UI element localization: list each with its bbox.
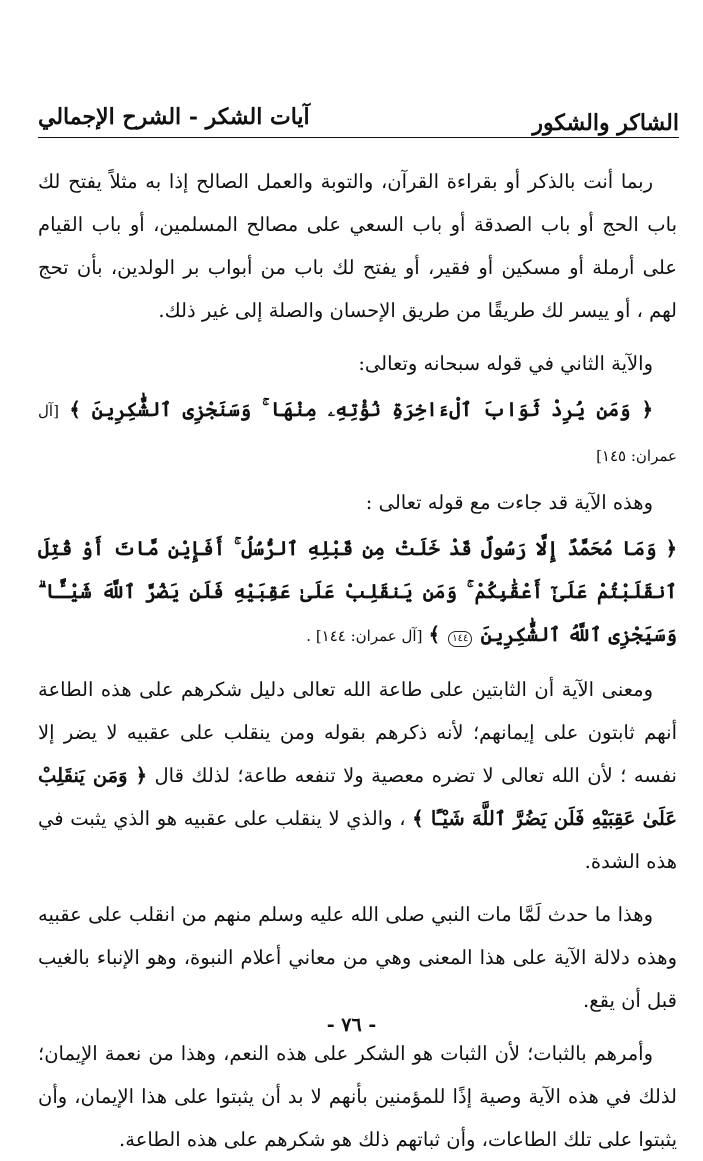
paragraph-5: وهذا ما حدث لَمَّا مات النبي صلى الله عليه وسلم منهم من انقلب على عقبيه وهذه دلالة الآية على هذا المعنى وهي من معاني أعلام النبوة، وهو الإنباء بالغيب قبل أن يقع. <box>38 903 677 1012</box>
paragraph-1: ربما أنت بالذكر أو بقراءة القرآن، والتوبة والعمل الصالح إذا به مثلاً يفتح لك باب الحج أو باب الصدقة أو باب السعي على مصالح المسلمين، أو باب القيام على أرملة أو مسكين أو فقير، أو يفتح لك باب من أبواب بر الولدين، بأن تحج لهم ، أو ييسر لك طريقًا من طريق الإحسان والصلة إلى غير ذلك. <box>38 170 677 322</box>
verse-1 <box>38 388 677 478</box>
ayah-number-marker: ١٤٤ <box>448 631 472 647</box>
page-number: - ٧٦ - <box>326 1014 377 1036</box>
verse-1-text: ﴿ وَمَن يُرِدْ ثَوَابَ ٱلْءَاخِرَةِ نُؤْتِهِۦ مِنْهَا ۚ وَسَنَجْزِى ٱلشَّٰكِرِينَ ﴾ <box>69 398 654 421</box>
paragraph-4-end: ، والذي لا ينقلب على عقبيه هو الذي يثبت في هذه الشدة. <box>38 807 677 873</box>
header-divider <box>38 137 679 138</box>
paragraph-2: والآية الثاني في قوله سبحانه وتعالى: <box>358 352 653 375</box>
paragraph-3: وهذه الآية قد جاءت مع قوله تعالى : <box>365 491 653 514</box>
verse-2-reference: [آل عمران: ١٤٤] . <box>306 627 423 645</box>
section-title: آيات الشكر - الشرح الإجمالي <box>38 104 310 130</box>
paragraph-4-start: ومعنى الآية أن الثابتين على طاعة الله تعالى دليل شكرهم على هذه الطاعة أنهم ثابتون على إيمانهم؛ لأنه ذكرهم بقوله ومن ينقلب على عقبيه لا يضر إلا نفسه ؛ لأن الله تعالى لا تضره معصية ولا تنفعه طاعة؛ لذلك قال <box>38 678 677 787</box>
verse-2-close: ﴾ <box>428 623 441 646</box>
paragraph-4 <box>38 668 677 883</box>
book-title: الشاكر والشكور <box>532 110 679 136</box>
verse-2 <box>38 527 677 658</box>
paragraph-4-quote: ﴿ وَمَن يَنقَلِبْ عَلَىٰ عَقِبَيْهِ فَلَن يَضُرَّ ٱللَّهَ شَيْـًٔا ﴾ <box>38 764 677 830</box>
running-header <box>38 100 679 136</box>
verse-1-reference: [آل عمران: ١٤٥] <box>38 402 677 465</box>
paragraph-6: وأمرهم بالثبات؛ لأن الثبات هو الشكر على هذه النعم، وهذا من نعمة الإيمان؛ لذلك في هذه الآية وصية إذًا للمؤمنين بأنهم لا بد أن يثبتوا على هذا الإيمان، وأن يثبتوا على تلك الطاعات، وأن ثباتهم ذلك هو شكرهم على هذه الطاعة. <box>38 1042 677 1151</box>
verse-2-text: ﴿ وَمَا مُحَمَّدٌ إِلَّا رَسُولٌ قَدْ خَلَتْ مِن قَبْلِهِ ٱلرُّسُلُ ۚ أَفَإِيْن مَّاتَ أَوْ قُتِلَ ٱنقَلَبْتُمْ عَلَىٰٓ أَعْقَٰبِكُمْ ۚ وَمَن يَنقَلِبْ عَلَىٰ عَقِبَيْهِ فَلَن يَضُرَّ ٱللَّهَ شَيْـًٔا ۗ وَسَيَجْزِى ٱللَّهُ ٱلشَّٰكِرِينَ <box>38 537 677 646</box>
page-body <box>38 160 677 1161</box>
